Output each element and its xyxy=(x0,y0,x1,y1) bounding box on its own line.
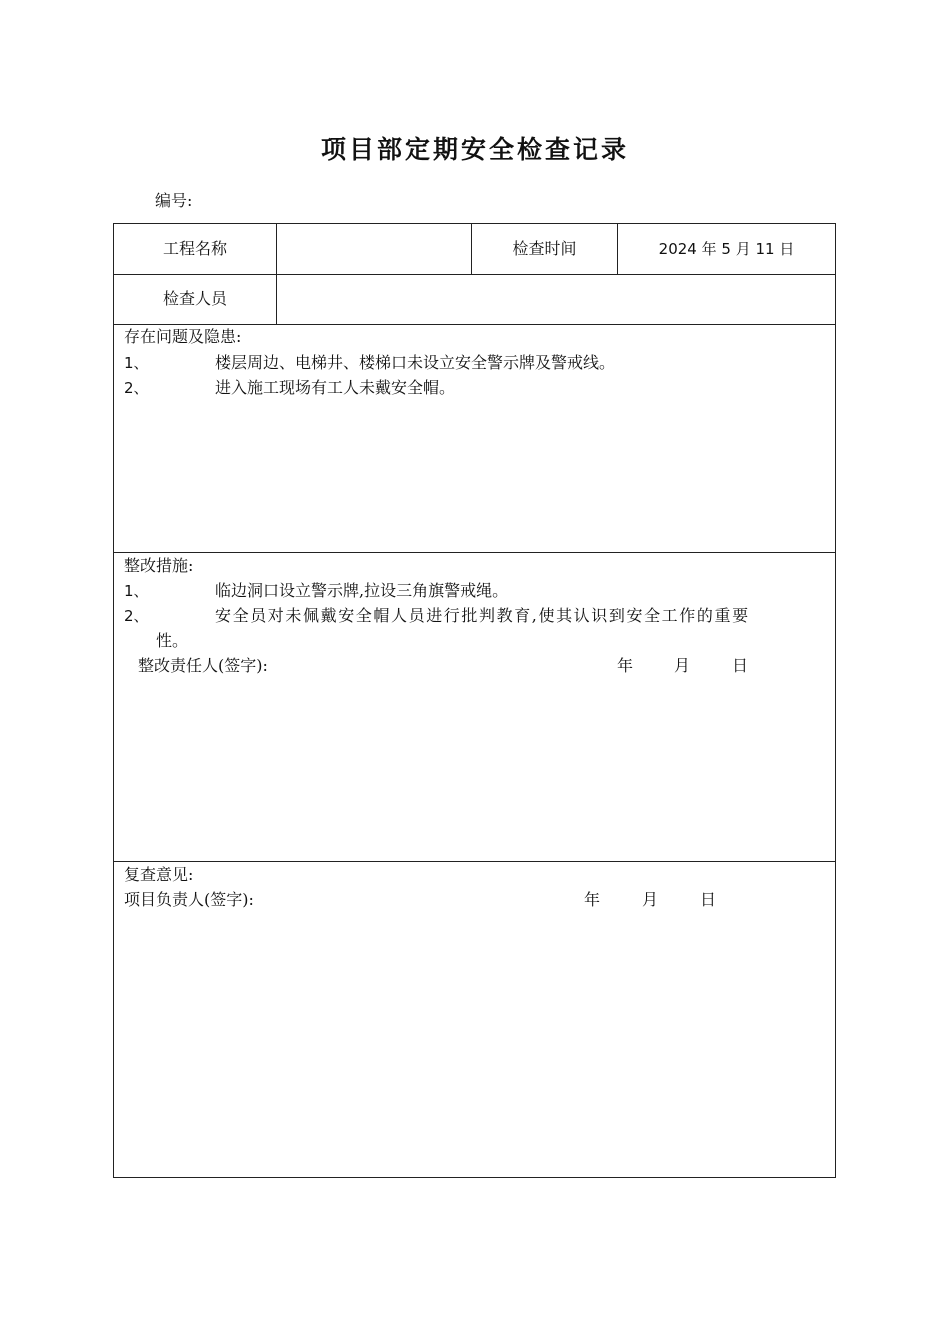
row-divider xyxy=(114,861,835,862)
measure-text: 安全员对未佩戴安全帽人员进行批判教育,使其认识到安全工作的重要 xyxy=(215,606,750,625)
document-title: 项目部定期安全检查记录 xyxy=(320,135,629,164)
rectification-date-month: 月 xyxy=(674,656,691,675)
inspection-form xyxy=(113,223,836,1178)
inspect-time-label: 检查时间 xyxy=(512,239,577,258)
row-divider xyxy=(114,274,835,275)
measure-text-continued: 性。 xyxy=(156,631,189,650)
project-name-label: 工程名称 xyxy=(162,239,227,258)
issue-number: 2、 xyxy=(124,379,149,397)
measure-number: 1、 xyxy=(124,582,149,600)
row-divider xyxy=(114,552,835,553)
column-divider xyxy=(276,224,277,324)
inspect-time-value[interactable]: 2024 年 5 月 11 日 xyxy=(658,240,795,258)
review-signature-label: 项目负责人(签字): xyxy=(124,890,254,909)
measure-text: 临边洞口设立警示牌,拉设三角旗警戒绳。 xyxy=(215,581,509,600)
measure-number: 2、 xyxy=(124,607,149,625)
issue-number: 1、 xyxy=(124,354,149,372)
rectification-signature-label: 整改责任人(签字): xyxy=(138,656,268,675)
review-heading: 复查意见: xyxy=(124,865,194,884)
inspectors-label: 检查人员 xyxy=(162,289,227,308)
rectification-heading: 整改措施: xyxy=(124,556,194,575)
serial-number-label: 编号: xyxy=(155,191,193,210)
issue-text: 楼层周边、电梯井、楼梯口未设立安全警示牌及警戒线。 xyxy=(215,353,616,372)
issue-text: 进入施工现场有工人未戴安全帽。 xyxy=(215,378,456,397)
review-date-month: 月 xyxy=(642,890,659,909)
rectification-date-day: 日 xyxy=(732,656,749,675)
rectification-date-year: 年 xyxy=(617,656,634,675)
issues-heading: 存在问题及隐患: xyxy=(124,327,242,346)
review-date-year: 年 xyxy=(584,890,601,909)
review-date-day: 日 xyxy=(700,890,717,909)
